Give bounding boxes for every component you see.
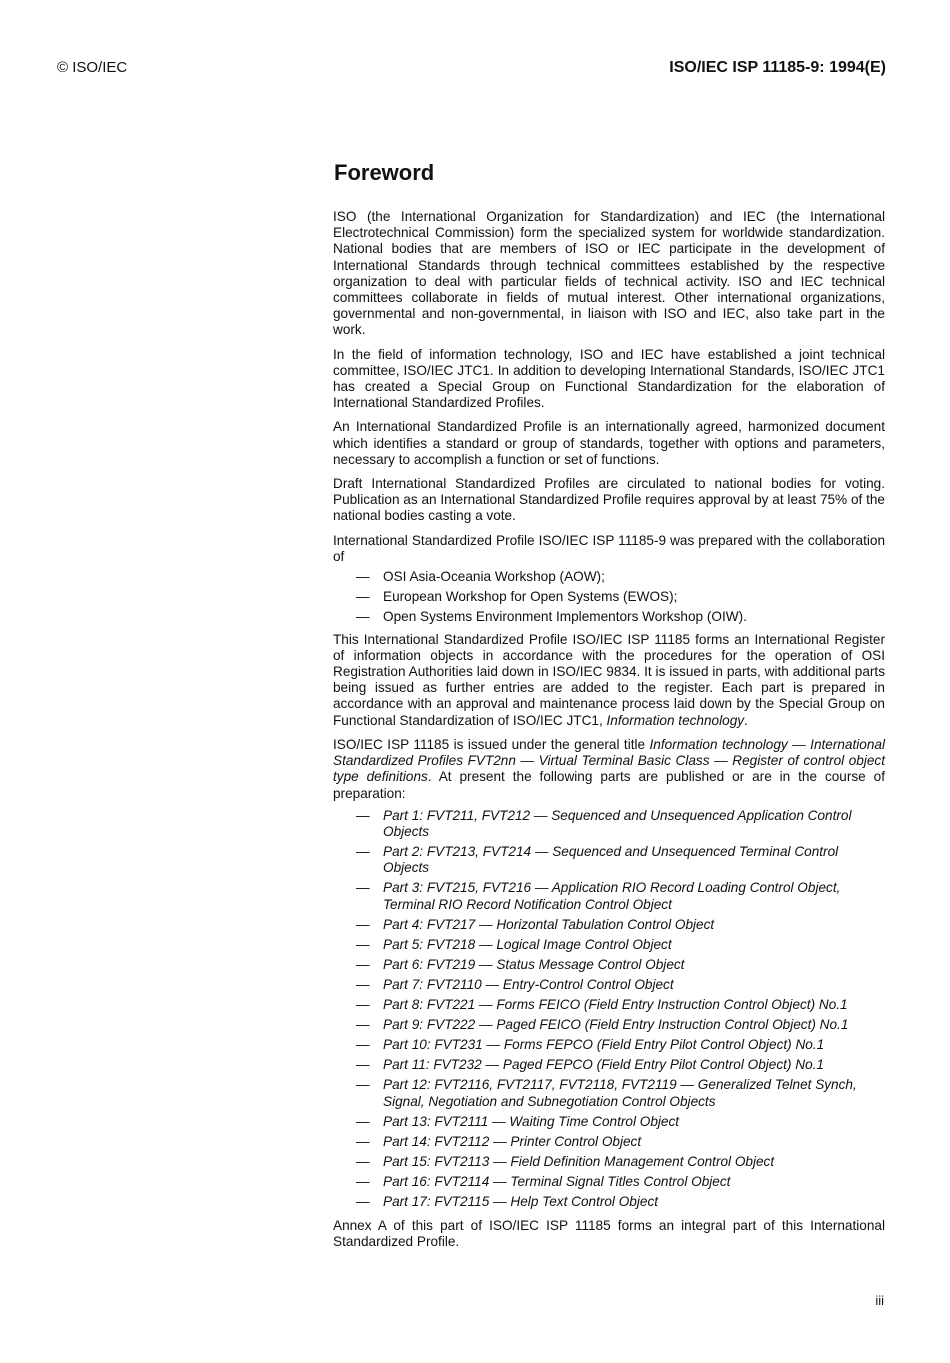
foreword-body bbox=[333, 209, 885, 1259]
list-item: — Part 1: FVT211, FVT212 — Sequenced and Unsequenced Application Control Objects bbox=[356, 807, 852, 839]
list-item: — Part 13: FVT2111 — Waiting Time Control Object bbox=[356, 1113, 680, 1129]
paragraph-register: This International Standardized Profile ISO/IEC ISP 11185 forms an International Register of information objects in accordance with the procedures for the operation of OSI Registration Authorities laid down in ISO/IEC 9834. It is issued in parts, with additional parts being issued as further entries are added to the register. Each part is prepared in accordance with an approval and maintenance process laid down by the Special Group on Functional Standardization of ISO/IEC JTC1, Information technology. bbox=[333, 631, 885, 728]
list-item: — Part 8: FVT221 — Forms FEICO (Field Entry Instruction Control Object) No.1 bbox=[356, 996, 848, 1012]
header-document-id: ISO/IEC ISP 11185-9: 1994(E) bbox=[669, 59, 886, 76]
list-item: — OSI Asia-Oceania Workshop (AOW); bbox=[356, 569, 605, 585]
parts-list bbox=[333, 808, 885, 1211]
list-item: — Part 7: FVT2110 — Entry-Control Control Object bbox=[356, 976, 674, 992]
list-item: — Part 6: FVT219 — Status Message Control Object bbox=[356, 956, 685, 972]
paragraph-annex: Annex A of this part of ISO/IEC ISP 11185 forms an integral part of this International Standardized Profile. bbox=[333, 1218, 885, 1250]
list-item: — Open Systems Environment Implementors Workshop (OIW). bbox=[356, 609, 747, 625]
list-item: — Part 3: FVT215, FVT216 — Application RIO Record Loading Control Object, Terminal RIO Record Notification Control Object bbox=[356, 880, 841, 912]
paragraph-profile-definition: An International Standardized Profile is an internationally agreed, harmonized document which identifies a standard or group of standards, together with options and parameters, necessary to accomplish a function or set of functions. bbox=[333, 419, 885, 467]
paragraph-iso-iec: ISO (the International Organization for Standardization) and IEC (the International Electrotechnical Commission) form the specialized system for worldwide standardization. National bodies that are members of ISO or IEC participate in the development of International Standards through technical committees established by the respective organization to deal with particular fields of technical activity. ISO and IEC technical committees collaborate in fields of mutual interest. Other international organizations, governmental and non-governmental, in liaison with ISO and IEC, also take part in the work. bbox=[333, 209, 885, 338]
list-item: — Part 9: FVT222 — Paged FEICO (Field Entry Instruction Control Object) No.1 bbox=[356, 1017, 849, 1033]
header-copyright: © ISO/IEC bbox=[57, 59, 128, 76]
list-item: — Part 15: FVT2113 — Field Definition Management Control Object bbox=[356, 1153, 775, 1169]
page-title: Foreword bbox=[334, 160, 435, 185]
list-item: — Part 16: FVT2114 — Terminal Signal Titles Control Object bbox=[356, 1173, 731, 1189]
list-item: — Part 14: FVT2112 — Printer Control Object bbox=[356, 1133, 642, 1149]
paragraph-collaboration: International Standardized Profile ISO/IEC ISP 11185-9 was prepared with the collaboration of bbox=[333, 532, 885, 564]
paragraph-jtc1: In the field of information technology, ISO and IEC have established a joint technical committee, ISO/IEC JTC1. In addition to developing International Standards, ISO/IEC JTC1 has created a Special Group on Functional Standardization for the elaboration of International Standardized Profiles. bbox=[333, 346, 885, 411]
list-item: — Part 4: FVT217 — Horizontal Tabulation Control Object bbox=[356, 916, 715, 932]
list-item: — Part 10: FVT231 — Forms FEPCO (Field Entry Pilot Control Object) No.1 bbox=[356, 1037, 825, 1053]
paragraph-draft-voting: Draft International Standardized Profiles are circulated to national bodies for voting. Publication as an International Standardized Profile requires approval by at least 75% of the national bodies casting a vote. bbox=[333, 476, 885, 524]
workshop-list bbox=[333, 569, 885, 626]
list-item: — Part 17: FVT2115 — Help Text Control Object bbox=[356, 1194, 659, 1210]
list-item: — Part 11: FVT232 — Paged FEPCO (Field Entry Pilot Control Object) No.1 bbox=[356, 1057, 824, 1073]
paragraph-general-title: ISO/IEC ISP 11185 is issued under the general title Information technology — International Standardized Profiles FVT2nn — Virtual Terminal Basic Class — Register of control object type definitions. At present the following parts are published or are in the course of preparation: bbox=[333, 736, 885, 801]
list-item: — Part 2: FVT213, FVT214 — Sequenced and Unsequenced Terminal Control Objects bbox=[356, 844, 839, 876]
page-number: iii bbox=[875, 1293, 884, 1308]
list-item: — European Workshop for Open Systems (EWOS); bbox=[356, 589, 678, 605]
list-item: — Part 12: FVT2116, FVT2117, FVT2118, FVT2119 — Generalized Telnet Synch, Signal, Negotiation and Subnegotiation Control Objects bbox=[356, 1077, 857, 1109]
list-item: — Part 5: FVT218 — Logical Image Control Object bbox=[356, 936, 672, 952]
